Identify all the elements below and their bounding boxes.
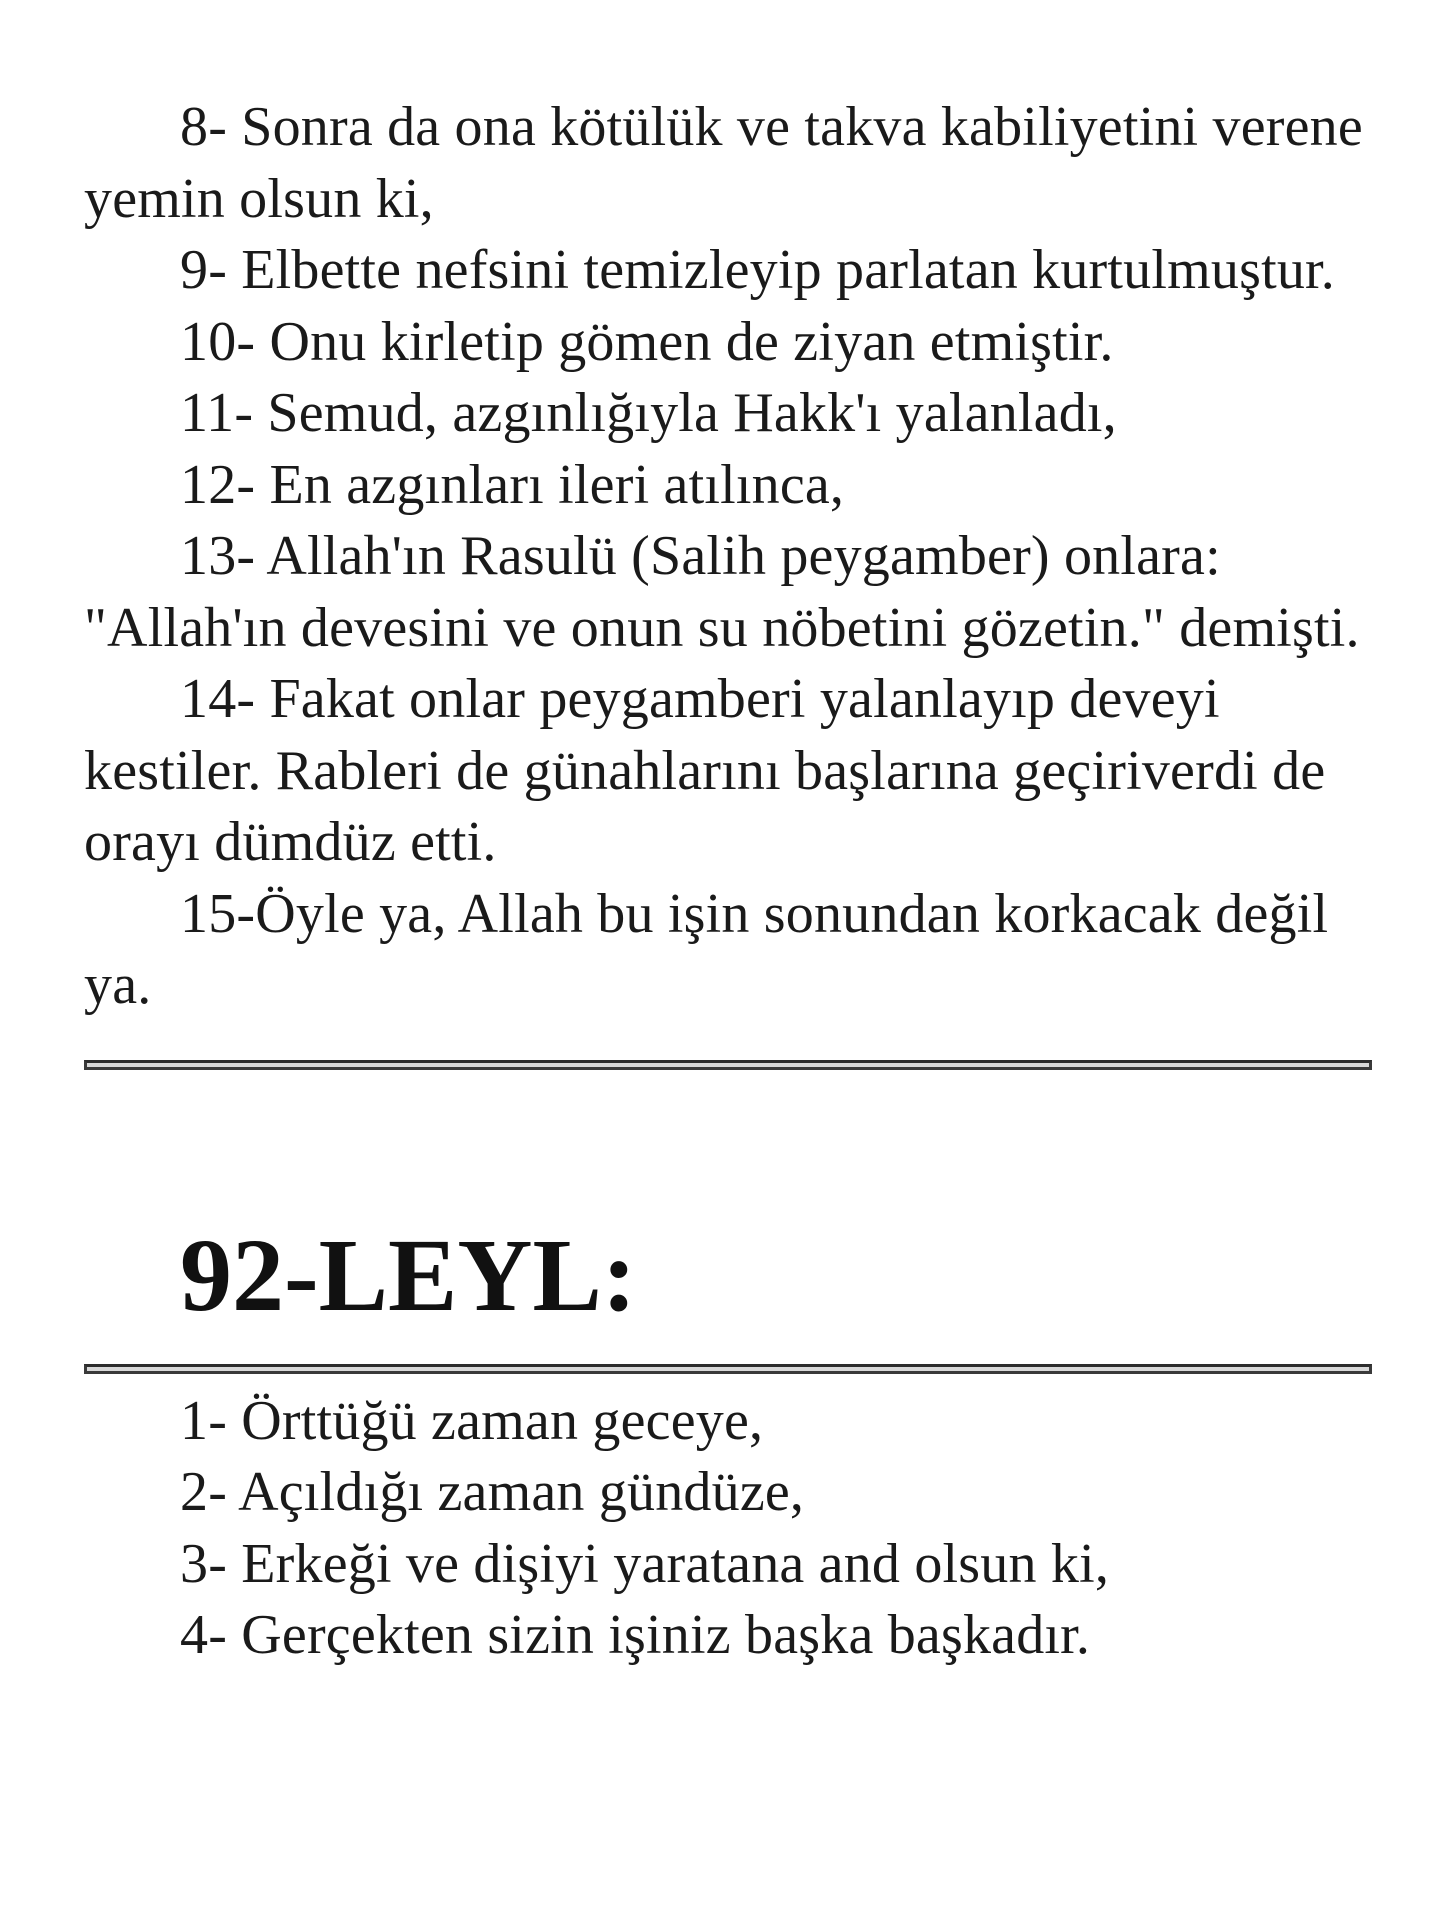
verse-1: 1- Örttüğü zaman geceye, xyxy=(180,1389,764,1452)
verse-4: 4- Gerçekten sizin işiniz başka başkadır. xyxy=(180,1604,1091,1666)
verse-3: 3- Erkeği ve dişiyi yaratana and olsun ki, xyxy=(180,1532,1110,1595)
title-divider xyxy=(84,1364,1372,1374)
verse-list-surah-92 xyxy=(84,1386,1372,1672)
verse-2: 2- Açıldığı zaman gündüze, xyxy=(180,1461,805,1523)
verse-15: 15-Öyle ya, Allah bu işin sonundan korkacak değil ya. xyxy=(84,882,1329,1016)
verse-list-surah-91 xyxy=(84,92,1372,1022)
verse-8: 8- Sonra da ona kötülük ve takva kabiliyetini verene yemin olsun ki, xyxy=(84,96,1363,230)
verse-11: 11- Semud, azgınlığıyla Hakk'ı yalanladı, xyxy=(180,382,1117,444)
verse-14: 14- Fakat onlar peygamberi yalanlayıp deveyi kestiler. Rableri de günahlarını başlarına geçiriverdi de orayı dümdüz etti. xyxy=(84,668,1326,873)
verse-9: 9- Elbette nefsini temizleyip parlatan kurtulmuştur. xyxy=(180,239,1335,301)
verse-13: 13- Allah'ın Rasulü (Salih peygamber) onlara: "Allah'ın devesini ve onun su nöbetini gözetin." demişti. xyxy=(84,525,1360,659)
surah-title: 92-LEYL: xyxy=(180,1217,637,1333)
section-divider xyxy=(84,1060,1372,1070)
verse-10: 10- Onu kirletip gömen de ziyan etmiştir. xyxy=(180,310,1114,373)
verse-12: 12- En azgınları ileri atılınca, xyxy=(180,453,845,516)
document-page xyxy=(84,92,1372,1672)
